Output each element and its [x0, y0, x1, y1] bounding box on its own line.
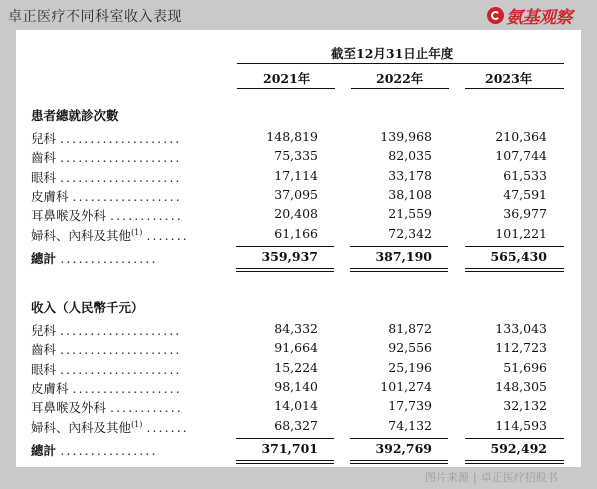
total-value: 592,492: [490, 440, 547, 456]
cell-value: 148,819: [266, 129, 318, 144]
row-label: [31, 398, 183, 416]
cell-value: 17,114: [274, 167, 318, 183]
cell-value: 133,043: [495, 321, 547, 336]
total-label-text: 總計: [31, 250, 57, 266]
footnote-marker: (1): [131, 419, 143, 429]
cell-value: 101,274: [380, 378, 432, 394]
dot-leader: ....................: [60, 342, 182, 358]
subtotal-rule: [350, 246, 448, 247]
row-label-text: 皮膚科: [31, 188, 69, 204]
row-label-text: 皮膚科: [31, 380, 69, 396]
cell-value: 32,132: [503, 398, 547, 414]
period-header: 截至12月31日止年度: [331, 46, 454, 61]
total-double-rule-top: [465, 268, 564, 270]
year-rule-2022: [351, 88, 449, 89]
logo-text: 氨基观察: [506, 7, 572, 28]
row-label-text: 婦科、內科及其他: [31, 227, 132, 243]
dot-leader: ....................: [60, 323, 182, 338]
total-double-rule-top: [236, 268, 334, 270]
row-label: [31, 168, 181, 186]
cell-value: 37,095: [274, 186, 318, 202]
total-value: 565,430: [490, 248, 547, 264]
row-label: [31, 206, 183, 224]
dot-leader: .......: [146, 419, 189, 435]
section-title: 患者總就診次數: [31, 108, 119, 123]
cell-value: 92,556: [388, 340, 432, 356]
cell-value: 112,723: [495, 340, 547, 356]
section-title: 收入（人民幣千元）: [31, 300, 144, 315]
year-header-2021: 2021年: [263, 71, 311, 86]
cell-value: 114,593: [495, 417, 547, 433]
cell-value: 15,224: [274, 359, 318, 375]
total-double-rule-bottom: [350, 463, 448, 465]
dot-leader: ............: [110, 400, 183, 416]
dot-leader: ....................: [60, 150, 182, 166]
image-source: 图片来源 | 卓正医疗招股书: [425, 471, 558, 484]
logo-circle-icon: [487, 7, 504, 24]
subtotal-rule: [465, 246, 564, 247]
cell-value: 21,559: [388, 206, 432, 222]
cell-value: 36,977: [503, 206, 547, 222]
row-label: [31, 129, 181, 147]
cell-value: 33,178: [388, 167, 432, 183]
row-label: [31, 379, 182, 397]
subtotal-rule: [465, 438, 564, 439]
dot-leader: ............: [110, 208, 183, 224]
total-double-rule-bottom: [465, 271, 564, 273]
subtotal-rule: [236, 246, 334, 247]
total-double-rule-bottom: [236, 271, 334, 273]
total-double-rule-top: [236, 460, 334, 462]
total-value: 359,937: [261, 248, 318, 264]
cell-value: 82,035: [388, 148, 432, 164]
cell-value: 210,364: [495, 129, 547, 144]
cell-value: 61,166: [274, 225, 318, 241]
document-page: [16, 30, 581, 467]
dot-leader: ................: [60, 442, 158, 458]
row-label-text: 兒科: [31, 131, 57, 146]
cell-value: 17,739: [388, 398, 432, 414]
row-label: [31, 226, 189, 244]
dot-leader: ..................: [72, 380, 182, 396]
cell-value: 20,408: [274, 206, 318, 222]
row-label-text: 齒科: [31, 150, 57, 166]
row-label: [31, 187, 182, 205]
total-label: [31, 249, 158, 267]
year-rule-2023: [465, 88, 564, 89]
cell-value: 68,327: [274, 417, 318, 433]
image-caption: 卓正医疗不同科室收入表现: [8, 9, 182, 25]
dot-leader: ....................: [60, 361, 182, 377]
watermark-logo: [487, 4, 572, 26]
cell-value: 74,132: [388, 417, 432, 433]
total-value: 387,190: [375, 248, 432, 264]
source-value: 卓正医疗招股书: [480, 471, 558, 484]
row-label-text: 眼科: [31, 169, 57, 185]
dot-leader: ................: [60, 250, 158, 266]
cell-value: 81,872: [388, 321, 432, 336]
cell-value: 47,591: [503, 186, 547, 202]
dot-leader: ....................: [60, 131, 182, 146]
total-double-rule-bottom: [465, 463, 564, 465]
footnote-marker: (1): [131, 227, 143, 237]
cell-value: 75,335: [274, 148, 318, 164]
subtotal-rule: [350, 438, 448, 439]
total-value: 392,769: [375, 440, 432, 456]
period-header-rule: [237, 63, 564, 64]
total-double-rule-top: [350, 268, 448, 270]
dot-leader: .......: [146, 227, 189, 243]
cell-value: 51,696: [503, 359, 547, 375]
row-label-text: 兒科: [31, 323, 57, 338]
cell-value: 139,968: [380, 129, 432, 144]
subtotal-rule: [236, 438, 334, 439]
source-label: 图片来源: [425, 471, 469, 484]
cell-value: 101,221: [495, 225, 547, 241]
year-rule-2021: [237, 88, 335, 89]
row-label: [31, 340, 181, 358]
row-label-text: 齒科: [31, 342, 57, 358]
cell-value: 107,744: [495, 148, 547, 164]
cell-value: 38,108: [388, 186, 432, 202]
row-label: [31, 321, 181, 339]
dot-leader: ..................: [72, 188, 182, 204]
cell-value: 91,664: [274, 340, 318, 356]
row-label: [31, 148, 181, 166]
total-double-rule-top: [350, 460, 448, 462]
row-label: [31, 418, 189, 436]
dot-leader: ....................: [60, 169, 182, 185]
year-header-2023: 2023年: [485, 71, 533, 86]
cell-value: 61,533: [503, 167, 547, 183]
year-header-2022: 2022年: [376, 71, 424, 86]
row-label: [31, 360, 181, 378]
row-label-text: 婦科、內科及其他: [31, 419, 132, 435]
cell-value: 84,332: [274, 321, 318, 336]
total-label: [31, 441, 158, 459]
cell-value: 25,196: [388, 359, 432, 375]
cell-value: 98,140: [274, 378, 318, 394]
row-label-text: 眼科: [31, 361, 57, 377]
total-double-rule-top: [465, 460, 564, 462]
cell-value: 148,305: [495, 378, 547, 394]
cell-value: 14,014: [274, 398, 318, 414]
total-double-rule-bottom: [236, 463, 334, 465]
total-label-text: 總計: [31, 442, 57, 458]
total-value: 371,701: [261, 440, 318, 456]
row-label-text: 耳鼻喉及外科: [31, 208, 107, 224]
total-double-rule-bottom: [350, 271, 448, 273]
cell-value: 72,342: [388, 225, 432, 241]
row-label-text: 耳鼻喉及外科: [31, 400, 107, 416]
